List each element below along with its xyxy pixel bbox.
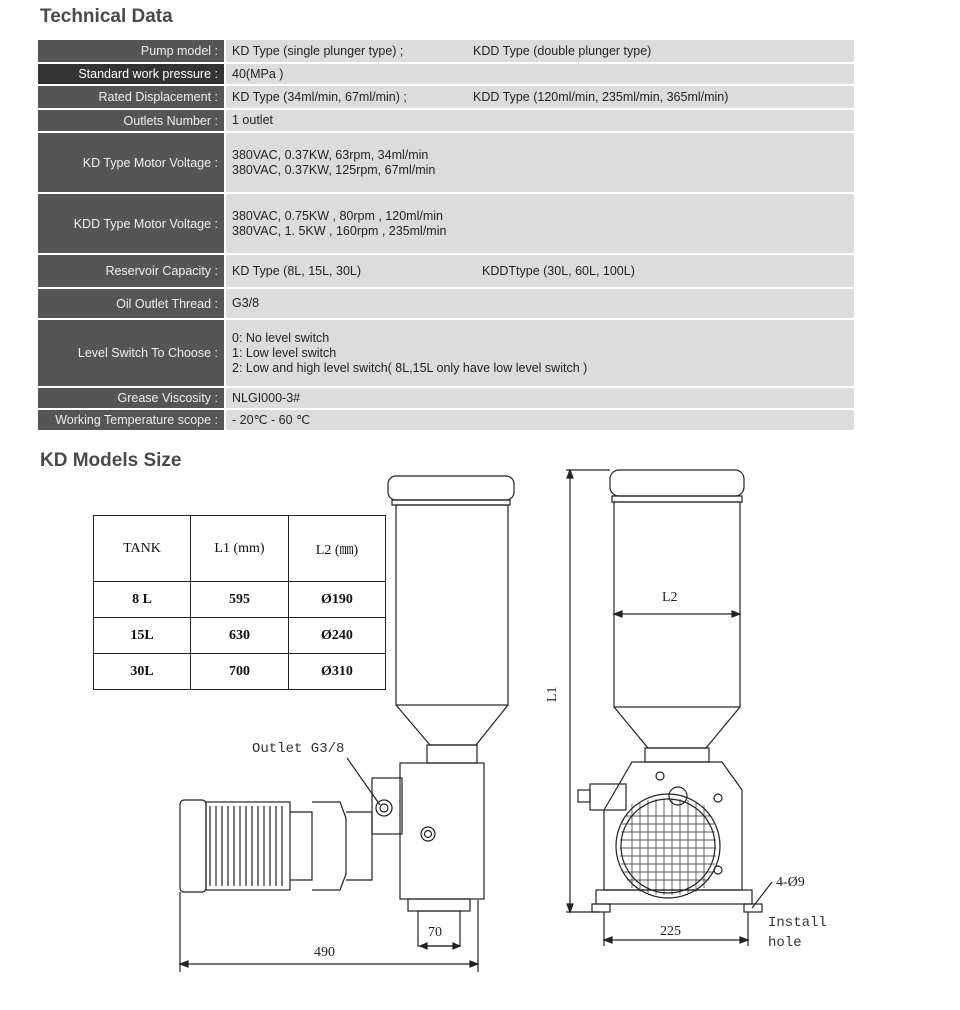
outlet-leader-line	[347, 758, 380, 805]
spec-value	[226, 86, 854, 108]
spec-label: KD Type Motor Voltage :	[38, 133, 226, 192]
spec-value	[226, 133, 854, 192]
spec-row-displacement	[38, 86, 854, 110]
spec-row-level-switch	[38, 320, 854, 388]
spec-value-text: KDDTtype (30L, 60L, 100L)	[482, 263, 635, 278]
install-label: Install	[768, 915, 827, 931]
table-cell: 630	[191, 618, 289, 654]
side-view-pump-body	[372, 763, 484, 946]
front-view-reservoir	[610, 470, 744, 762]
spec-row-temperature	[38, 410, 854, 430]
spec-value	[226, 40, 854, 62]
spec-value-text: KDD Type (120ml/min, 235ml/min, 365ml/min)	[473, 89, 729, 104]
holes-label: 4-Ø9	[776, 875, 805, 890]
spec-row-viscosity	[38, 388, 854, 410]
spec-value-text: 1 outlet	[232, 113, 274, 127]
dimension-70	[420, 943, 460, 949]
spec-value	[226, 255, 854, 287]
table-header-cell: L1 (mm)	[191, 516, 289, 582]
side-view-reservoir	[388, 476, 514, 763]
spec-value-text: KD Type (single plunger type) ;	[232, 43, 404, 58]
table-cell: Ø190	[289, 582, 386, 618]
spec-value	[226, 320, 854, 386]
spec-value	[226, 64, 854, 84]
spec-label: Working Temperature scope :	[38, 410, 226, 430]
dimension-70-label: 70	[428, 925, 442, 940]
spec-value-text: KD Type (34ml/min, 67ml/min) ;	[232, 89, 407, 104]
spec-value	[226, 388, 854, 408]
dimension-L2	[614, 611, 740, 617]
spec-value-text: NLGI000-3#	[232, 390, 301, 405]
dimension-L1-label: L1	[545, 686, 560, 702]
front-view-pump-body	[578, 762, 762, 912]
hole-label: hole	[768, 935, 802, 951]
spec-value-text: KD Type (8L, 15L, 30L)	[232, 263, 362, 278]
outlet-label: Outlet G3/8	[252, 741, 345, 757]
technical-data-table	[38, 40, 854, 430]
table-header-cell: L2 (㎜)	[289, 516, 386, 582]
spec-value-text: 380VAC, 1. 5KW , 160rpm , 235ml/min	[232, 223, 447, 238]
spec-value-text: 380VAC, 0.37KW, 63rpm, 34ml/min	[232, 147, 429, 162]
side-view-motor	[180, 800, 372, 892]
spec-value-text: 380VAC, 0.75KW , 80rpm , 120ml/min	[232, 208, 443, 223]
spec-value-text: 380VAC, 0.37KW, 125rpm, 67ml/min	[232, 162, 436, 177]
pump-technical-drawing	[0, 460, 960, 1000]
spec-label: KDD Type Motor Voltage :	[38, 194, 226, 253]
spec-value	[226, 110, 854, 131]
spec-value-text: 0: No level switch	[232, 330, 330, 345]
spec-label: Standard work pressure :	[38, 64, 226, 84]
table-cell: 595	[191, 582, 289, 618]
dimension-L2-label: L2	[662, 590, 678, 605]
technical-data-title: Technical Data	[40, 6, 173, 27]
spec-value-text: 1: Low level switch	[232, 345, 337, 360]
spec-label: Rated Displacement :	[38, 86, 226, 108]
spec-row-kdd-motor	[38, 194, 854, 255]
spec-value-text: 2: Low and high level switch( 8L,15L only have low level switch )	[232, 360, 588, 375]
spec-label: Grease Viscosity :	[38, 388, 226, 408]
spec-row-thread	[38, 289, 854, 320]
table-cell: Ø240	[289, 618, 386, 654]
spec-label: Outlets Number :	[38, 110, 226, 131]
spec-row-pressure	[38, 64, 854, 86]
dimension-490-label: 490	[314, 945, 335, 960]
spec-label: Oil Outlet Thread :	[38, 289, 226, 318]
table-cell: 15L	[94, 618, 191, 654]
spec-value	[226, 194, 854, 253]
spec-row-pump-model	[38, 40, 854, 64]
table-cell: 30L	[94, 654, 191, 690]
table-cell: 8 L	[94, 582, 191, 618]
spec-label: Level Switch To Choose :	[38, 320, 226, 386]
spec-label: Pump model :	[38, 40, 226, 62]
spec-row-reservoir	[38, 255, 854, 289]
spec-label: Reservoir Capacity :	[38, 255, 226, 287]
spec-value-text: - 20℃ - 60 ℃	[232, 412, 311, 427]
spec-row-kd-motor	[38, 133, 854, 194]
table-cell: 700	[191, 654, 289, 690]
dimension-225-label: 225	[660, 924, 681, 939]
spec-value	[226, 289, 854, 318]
spec-value-text: G3/8	[232, 296, 260, 310]
spec-row-outlets	[38, 110, 854, 133]
kd-models-title: KD Models Size	[40, 450, 182, 471]
table-cell: Ø310	[289, 654, 386, 690]
spec-value-text: KDD Type (double plunger type)	[473, 43, 652, 58]
spec-value-text: 40(MPa )	[232, 66, 284, 81]
spec-value	[226, 410, 854, 430]
table-header-cell: TANK	[94, 516, 191, 582]
